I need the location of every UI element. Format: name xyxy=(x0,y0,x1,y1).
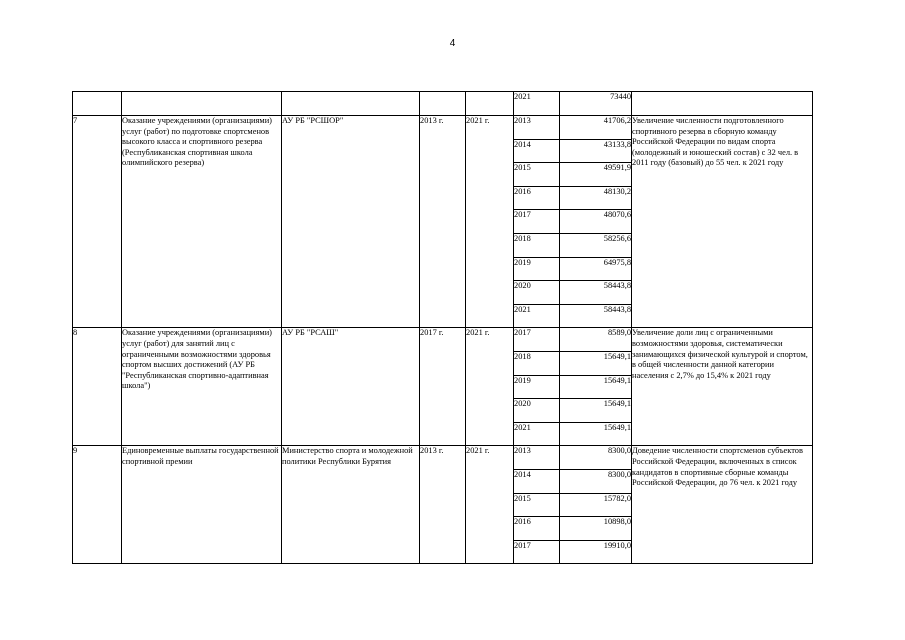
year-cell: 2014 xyxy=(514,139,560,163)
year-cell: 2020 xyxy=(514,281,560,305)
end-cell: 2021 г. xyxy=(466,328,514,446)
value-cell: 8589,0 xyxy=(560,328,632,352)
value-cell: 19910,0 xyxy=(560,540,632,564)
start-cell: 2013 г. xyxy=(420,446,466,564)
end-cell: 2021 г. xyxy=(466,446,514,564)
year-cell: 2021 xyxy=(514,92,560,116)
result-cell: Увеличение численности подготовленного спортивного резерва в сборную команду Российской Федерации по видам спорта (молодежный и юношеский состав) с 32 чел. в 2011 году (базовый) до 55 чел. к 2021 году xyxy=(632,116,813,328)
end-cell xyxy=(466,92,514,116)
result-cell xyxy=(632,92,813,116)
name-cell: Единовременные выплаты государственной спортивной премии xyxy=(122,446,282,564)
executor-cell: АУ РБ "РСАШ" xyxy=(282,328,420,446)
continuation-row xyxy=(73,92,813,116)
year-cell: 2013 xyxy=(514,446,560,470)
year-cell: 2018 xyxy=(514,351,560,375)
value-cell: 41706,2 xyxy=(560,116,632,140)
value-cell: 15649,1 xyxy=(560,351,632,375)
name-cell: Оказание учреждениями (организациями) услуг (работ) для занятий лиц с ограниченными возможностями здоровья спортом высших достижений (АУ РБ "Республиканская спортивно-адаптивная школа") xyxy=(122,328,282,446)
value-cell: 10898,0 xyxy=(560,517,632,541)
year-cell: 2018 xyxy=(514,233,560,257)
value-cell: 8300,0 xyxy=(560,446,632,470)
year-cell: 2014 xyxy=(514,469,560,493)
value-cell: 58256,6 xyxy=(560,233,632,257)
year-cell: 2021 xyxy=(514,304,560,328)
year-cell: 2016 xyxy=(514,517,560,541)
value-cell: 64975,8 xyxy=(560,257,632,281)
start-cell: 2017 г. xyxy=(420,328,466,446)
value-cell: 48070,6 xyxy=(560,210,632,234)
name-cell xyxy=(122,92,282,116)
value-cell: 15782,0 xyxy=(560,493,632,517)
year-cell: 2020 xyxy=(514,399,560,423)
value-cell: 58443,8 xyxy=(560,281,632,305)
value-cell: 73440 xyxy=(560,92,632,116)
year-cell: 2017 xyxy=(514,210,560,234)
table-row xyxy=(73,328,813,352)
start-cell xyxy=(420,92,466,116)
year-cell: 2021 xyxy=(514,422,560,446)
table-row xyxy=(73,446,813,470)
year-cell: 2015 xyxy=(514,163,560,187)
year-cell: 2019 xyxy=(514,375,560,399)
result-cell: Увеличение доли лиц с ограниченными возможностями здоровья, систематически занимающихся физической культурой и спортом, в общей численности данной категории населения с 2,7% до 15,4% к 2021 году xyxy=(632,328,813,446)
value-cell: 48130,2 xyxy=(560,186,632,210)
year-cell: 2019 xyxy=(514,257,560,281)
year-cell: 2017 xyxy=(514,540,560,564)
num-cell xyxy=(73,92,122,116)
end-cell: 2021 г. xyxy=(466,116,514,328)
num-cell: 7 xyxy=(73,116,122,328)
executor-cell: АУ РБ "РСШОР" xyxy=(282,116,420,328)
executor-cell xyxy=(282,92,420,116)
value-cell: 43133,8 xyxy=(560,139,632,163)
year-cell: 2015 xyxy=(514,493,560,517)
table-row xyxy=(73,116,813,140)
num-cell: 9 xyxy=(73,446,122,564)
value-cell: 15649,1 xyxy=(560,422,632,446)
name-cell: Оказание учреждениями (организациями) услуг (работ) по подготовке спортсменов высокого класса и спортивного резерва (Республиканская спортивная школа олимпийского резерва) xyxy=(122,116,282,328)
value-cell: 15649,1 xyxy=(560,375,632,399)
page-number: 4 xyxy=(449,38,456,49)
value-cell: 15649,1 xyxy=(560,399,632,423)
program-table xyxy=(72,91,813,564)
value-cell: 8300,0 xyxy=(560,469,632,493)
num-cell: 8 xyxy=(73,328,122,446)
year-cell: 2016 xyxy=(514,186,560,210)
year-cell: 2017 xyxy=(514,328,560,352)
executor-cell: Министерство спорта и молодежной политики Республики Бурятия xyxy=(282,446,420,564)
value-cell: 49591,9 xyxy=(560,163,632,187)
result-cell: Доведение численности спортсменов субъектов Российской Федерации, включенных в список кандидатов в спортивные сборные команды Российской Федерации, до 76 чел. к 2021 году xyxy=(632,446,813,564)
year-cell: 2013 xyxy=(514,116,560,140)
start-cell: 2013 г. xyxy=(420,116,466,328)
value-cell: 58443,8 xyxy=(560,304,632,328)
